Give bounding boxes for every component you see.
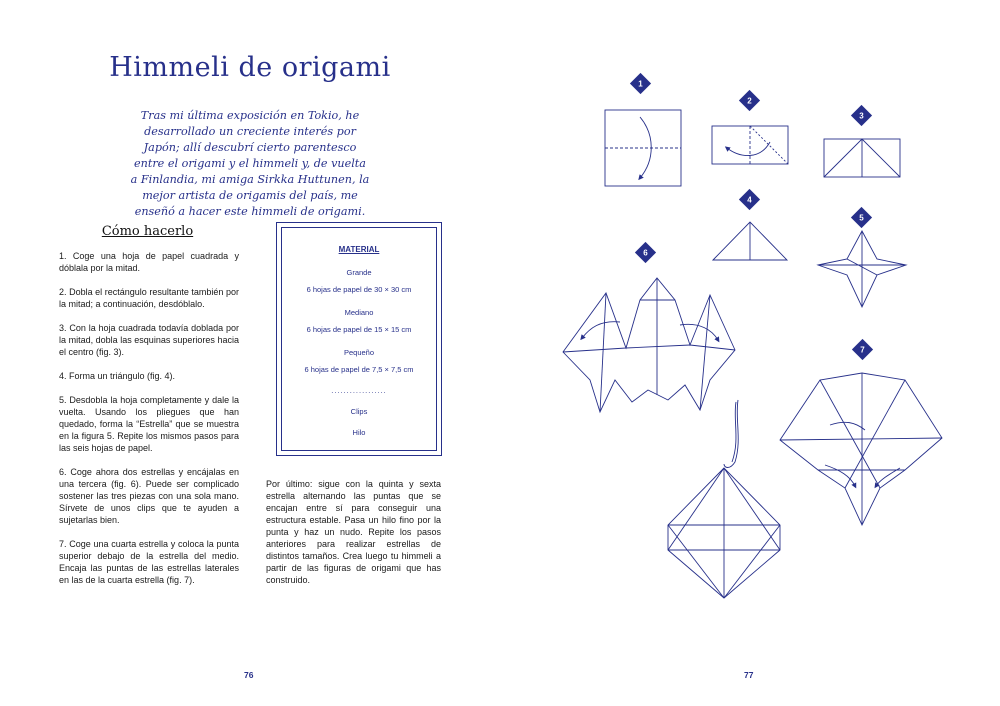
figure-label: 3 xyxy=(859,111,864,121)
figure-3-corners-fold xyxy=(824,139,900,177)
figure-hanging-himmeli xyxy=(668,400,780,598)
step-6: 6. Coge ahora dos estrellas y encájalas en una tercera (fig. 6). Puede ser complicado sostener las tres piezas con una sola mano. Sírvete de unos clips que te ayuden a sujetarlas bien. xyxy=(59,467,239,525)
step-5: 5. Desdobla la hoja completamente y dale la vuelta. Usando los pliegues que han quedado, forma la “Estrella” que se muestra en la figura 5. Repite los mismos pasos para las seis hojas de papel. xyxy=(59,395,239,453)
material-extra: Clips xyxy=(350,407,368,416)
figure-label: 1 xyxy=(638,79,643,89)
figure-1-square-fold xyxy=(605,110,681,186)
figure-6-three-stars xyxy=(563,278,735,412)
page-number-left: 76 xyxy=(244,670,254,680)
material-size-name: Pequeño xyxy=(343,348,375,357)
figure-label: 2 xyxy=(747,96,752,106)
material-size-name: Mediano xyxy=(344,308,374,317)
material-heading: MATERIAL xyxy=(338,245,380,254)
section-heading: Cómo hacerlo xyxy=(101,224,194,239)
figure-7-assembled-stars xyxy=(780,373,942,525)
material-size-value: 6 hojas de papel de 7,5 × 7,5 cm xyxy=(304,365,414,374)
material-size-value: 6 hojas de papel de 30 × 30 cm xyxy=(306,285,412,294)
step-4: 4. Forma un triángulo (fig. 4). xyxy=(59,371,176,381)
figure-label: 6 xyxy=(643,248,648,258)
figure-2-rectangle-fold xyxy=(712,126,788,164)
intro-paragraph: Tras mi última exposición en Tokio, he desarrollado un creciente interés por Japón; allí descubrí cierto parentesco entre el origami y el himmeli y, de vuelta a Finlandia, mi amiga Sirkka Huttunen, la mejor artista de origamis del país, me enseñó a hacer este himmeli de origami. xyxy=(130,109,370,218)
figure-label: 7 xyxy=(860,345,865,355)
material-separator: .................. xyxy=(331,386,387,395)
page-title: Himmeli de origami xyxy=(109,52,391,83)
figure-5-star xyxy=(818,231,906,307)
material-size-name: Grande xyxy=(346,268,372,277)
figure-label: 4 xyxy=(747,195,752,205)
closing-paragraph: Por último: sigue con la quinta y sexta estrella alternando las puntas que se encajan entre sí para conseguir una estructura estable. Pasa un hilo fino por la punta y haz un nudo. Repite los pasos anteriores para realizar estrellas de distintos tamaños. Crea luego tu himmeli a partir de las figuras de origami que has construido. xyxy=(266,479,441,585)
step-3: 3. Con la hoja cuadrada todavía doblada por la mitad, dobla las esquinas superiores hacia el centro (fig. 3). xyxy=(59,323,239,357)
material-extra: Hilo xyxy=(352,428,366,437)
page-number-right: 77 xyxy=(744,670,754,680)
step-1: 1. Coge una hoja de papel cuadrada y dóblala por la mitad. xyxy=(59,251,239,273)
material-size-value: 6 hojas de papel de 15 × 15 cm xyxy=(306,325,412,334)
step-7: 7. Coge una cuarta estrella y coloca la punta superior debajo de la estrella del medio. Encaja las puntas de las estrellas laterales en las de la cuarta estrella (fig. 7). xyxy=(59,539,239,585)
step-2: 2. Dobla el rectángulo resultante también por la mitad; a continuación, desdóblalo. xyxy=(59,287,239,309)
figure-label: 5 xyxy=(859,213,864,223)
figure-4-triangle xyxy=(713,222,787,260)
